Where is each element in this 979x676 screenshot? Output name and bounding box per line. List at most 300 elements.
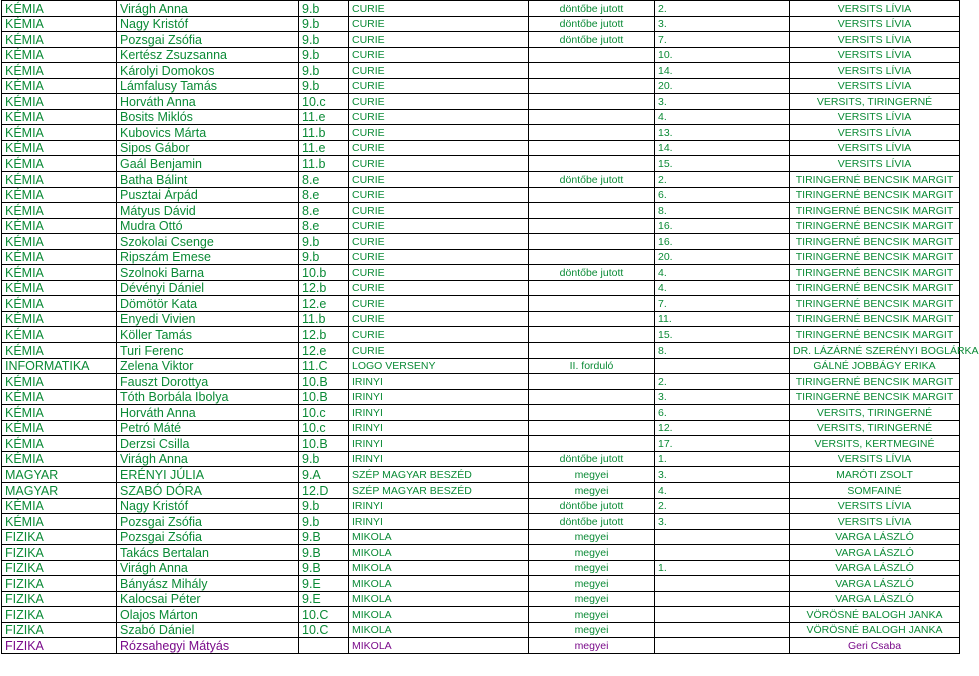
subject-cell: KÉMIA [2,32,117,48]
competition-cell: CURIE [349,125,529,141]
competition-cell: CURIE [349,140,529,156]
table-row [2,94,960,110]
competition-cell: MIKOLA [349,622,529,638]
teacher-cell: TIRINGERNÉ BENCSIK MARGIT [790,203,960,219]
teacher-cell: SOMFAINÉ [790,482,960,498]
note-cell [529,327,655,343]
place-cell: 14. [655,63,790,79]
student-name-cell: Szolnoki Barna [117,265,299,281]
table-row [2,576,960,592]
note-cell: döntőbe jutott [529,1,655,17]
table-row [2,514,960,530]
class-cell: 8.e [299,187,349,203]
student-name-cell: Enyedi Vivien [117,311,299,327]
table-row [2,47,960,63]
place-cell [655,622,790,638]
student-name-cell: Horváth Anna [117,94,299,110]
teacher-cell: TIRINGERNÉ BENCSIK MARGIT [790,218,960,234]
teacher-cell: TIRINGERNÉ BENCSIK MARGIT [790,172,960,188]
student-name-cell: Lámfalusy Tamás [117,78,299,94]
class-cell: 10.B [299,436,349,452]
subject-cell: KÉMIA [2,374,117,390]
class-cell: 11.b [299,311,349,327]
table-row [2,327,960,343]
note-cell [529,420,655,436]
table-row [2,451,960,467]
competition-cell: MIKOLA [349,607,529,623]
table-row [2,436,960,452]
place-cell: 1. [655,451,790,467]
teacher-cell: TIRINGERNÉ BENCSIK MARGIT [790,265,960,281]
teacher-cell: VERSITS LÍVIA [790,156,960,172]
note-cell [529,343,655,359]
class-cell: 9.b [299,1,349,17]
class-cell: 11.e [299,140,349,156]
subject-cell: KÉMIA [2,514,117,530]
subject-cell: KÉMIA [2,125,117,141]
subject-cell: KÉMIA [2,405,117,421]
teacher-cell: TIRINGERNÉ BENCSIK MARGIT [790,327,960,343]
subject-cell: KÉMIA [2,203,117,219]
subject-cell: KÉMIA [2,187,117,203]
subject-cell: KÉMIA [2,498,117,514]
competition-cell: CURIE [349,296,529,312]
class-cell: 9.b [299,234,349,250]
student-name-cell: Kubovics Márta [117,125,299,141]
class-cell: 9.b [299,498,349,514]
place-cell: 15. [655,327,790,343]
teacher-cell: VERSITS LÍVIA [790,78,960,94]
place-cell: 4. [655,482,790,498]
table-row [2,187,960,203]
student-name-cell: Tóth Borbála Ibolya [117,389,299,405]
note-cell [529,94,655,110]
table-row [2,203,960,219]
competition-cell: CURIE [349,234,529,250]
teacher-cell: TIRINGERNÉ BENCSIK MARGIT [790,296,960,312]
teacher-cell: MARÓTI ZSOLT [790,467,960,483]
subject-cell: FIZIKA [2,529,117,545]
table-row [2,32,960,48]
note-cell: megyei [529,482,655,498]
table-row [2,63,960,79]
student-name-cell: Gaál Benjamin [117,156,299,172]
table-row [2,498,960,514]
competition-cell: CURIE [349,16,529,32]
student-name-cell: Fauszt Dorottya [117,374,299,390]
note-cell [529,405,655,421]
class-cell: 9.E [299,591,349,607]
class-cell: 9.B [299,545,349,561]
teacher-cell: VERSITS LÍVIA [790,451,960,467]
table-row [2,405,960,421]
place-cell: 13. [655,125,790,141]
class-cell: 10.c [299,420,349,436]
teacher-cell: VERSITS LÍVIA [790,140,960,156]
table-row [2,374,960,390]
note-cell: megyei [529,638,655,654]
teacher-cell: Geri Csaba [790,638,960,654]
subject-cell: KÉMIA [2,280,117,296]
class-cell: 9.B [299,560,349,576]
table-row [2,607,960,623]
class-cell: 9.b [299,47,349,63]
subject-cell: KÉMIA [2,265,117,281]
teacher-cell: VERSITS LÍVIA [790,514,960,530]
competition-cell: CURIE [349,78,529,94]
place-cell: 8. [655,343,790,359]
competition-cell: CURIE [349,327,529,343]
table-row [2,16,960,32]
student-name-cell: Pozsgai Zsófia [117,32,299,48]
note-cell [529,296,655,312]
student-name-cell: Derzsi Csilla [117,436,299,452]
student-name-cell: Bosits Miklós [117,109,299,125]
note-cell [529,218,655,234]
teacher-cell: TIRINGERNÉ BENCSIK MARGIT [790,249,960,265]
place-cell: 6. [655,405,790,421]
subject-cell: KÉMIA [2,296,117,312]
teacher-cell: TIRINGERNÉ BENCSIK MARGIT [790,311,960,327]
class-cell: 10.C [299,622,349,638]
table-row [2,389,960,405]
competition-cell: MIKOLA [349,560,529,576]
competition-cell: CURIE [349,172,529,188]
teacher-cell: TIRINGERNÉ BENCSIK MARGIT [790,280,960,296]
teacher-cell: VERSITS LÍVIA [790,47,960,63]
note-cell [529,78,655,94]
class-cell: 12.e [299,343,349,359]
place-cell: 3. [655,389,790,405]
teacher-cell: VERSITS LÍVIA [790,63,960,79]
competition-cell: IRINYI [349,436,529,452]
competition-cell: MIKOLA [349,638,529,654]
competition-cell: MIKOLA [349,576,529,592]
note-cell [529,249,655,265]
competition-cell: CURIE [349,187,529,203]
class-cell: 9.b [299,78,349,94]
class-cell: 11.C [299,358,349,374]
student-name-cell: Szokolai Csenge [117,234,299,250]
note-cell [529,156,655,172]
note-cell [529,63,655,79]
note-cell: megyei [529,560,655,576]
subject-cell: KÉMIA [2,47,117,63]
place-cell [655,607,790,623]
competition-cell: LOGO VERSENY [349,358,529,374]
teacher-cell: VERSITS, TIRINGERNÉ [790,405,960,421]
competition-cell: MIKOLA [349,545,529,561]
subject-cell: FIZIKA [2,545,117,561]
table-row [2,622,960,638]
subject-cell: KÉMIA [2,436,117,452]
place-cell: 16. [655,234,790,250]
results-table-body [2,1,979,654]
place-cell: 20. [655,249,790,265]
table-row [2,1,960,17]
note-cell [529,203,655,219]
competition-cell: SZÉP MAGYAR BESZÉD [349,467,529,483]
place-cell: 2. [655,498,790,514]
note-cell: döntőbe jutott [529,16,655,32]
student-name-cell: Károlyi Domokos [117,63,299,79]
table-row [2,482,960,498]
student-name-cell: Ripszám Emese [117,249,299,265]
class-cell: 11.e [299,109,349,125]
table-row [2,529,960,545]
note-cell [529,436,655,452]
teacher-cell: TIRINGERNÉ BENCSIK MARGIT [790,374,960,390]
teacher-cell: VERSITS LÍVIA [790,109,960,125]
teacher-cell: VARGA LÁSZLÓ [790,591,960,607]
subject-cell: KÉMIA [2,420,117,436]
class-cell: 9.b [299,32,349,48]
teacher-cell: VERSITS, KERTMEGINÉ [790,436,960,452]
place-cell: 7. [655,296,790,312]
table-row [2,172,960,188]
note-cell: döntőbe jutott [529,32,655,48]
student-name-cell: ERÉNYI JÚLIA [117,467,299,483]
table-row [2,343,960,359]
student-name-cell: Köller Tamás [117,327,299,343]
table-row [2,265,960,281]
table-row [2,311,960,327]
competition-cell: CURIE [349,94,529,110]
subject-cell: KÉMIA [2,172,117,188]
subject-cell: KÉMIA [2,218,117,234]
place-cell: 4. [655,280,790,296]
student-name-cell: Mátyus Dávid [117,203,299,219]
class-cell: 12.b [299,280,349,296]
class-cell: 12.e [299,296,349,312]
note-cell: II. forduló [529,358,655,374]
place-cell: 8. [655,203,790,219]
note-cell: döntőbe jutott [529,451,655,467]
teacher-cell: VARGA LÁSZLÓ [790,576,960,592]
teacher-cell: VÖRÖSNÉ BALOGH JANKA [790,622,960,638]
class-cell: 12.D [299,482,349,498]
place-cell [655,529,790,545]
teacher-cell: VERSITS LÍVIA [790,125,960,141]
subject-cell: FIZIKA [2,576,117,592]
student-name-cell: Kertész Zsuzsanna [117,47,299,63]
note-cell [529,234,655,250]
student-name-cell: Virágh Anna [117,1,299,17]
student-name-cell: Batha Bálint [117,172,299,188]
class-cell: 11.b [299,125,349,141]
note-cell: döntőbe jutott [529,498,655,514]
note-cell: megyei [529,576,655,592]
table-row [2,125,960,141]
note-cell [529,374,655,390]
subject-cell: FIZIKA [2,622,117,638]
teacher-cell: TIRINGERNÉ BENCSIK MARGIT [790,389,960,405]
place-cell: 2. [655,374,790,390]
subject-cell: INFORMATIKA [2,358,117,374]
competition-cell: CURIE [349,156,529,172]
competition-cell: CURIE [349,1,529,17]
table-row [2,296,960,312]
competition-cell: IRINYI [349,374,529,390]
student-name-cell: Virágh Anna [117,451,299,467]
subject-cell: KÉMIA [2,1,117,17]
class-cell: 10.c [299,405,349,421]
student-name-cell: Kalocsai Péter [117,591,299,607]
note-cell [529,140,655,156]
note-cell: döntőbe jutott [529,514,655,530]
note-cell: megyei [529,529,655,545]
student-name-cell: Dömötör Kata [117,296,299,312]
place-cell: 3. [655,467,790,483]
competition-cell: MIKOLA [349,529,529,545]
subject-cell: KÉMIA [2,63,117,79]
table-row [2,420,960,436]
student-name-cell: Petró Máté [117,420,299,436]
subject-cell: FIZIKA [2,607,117,623]
place-cell: 6. [655,187,790,203]
student-name-cell: Horváth Anna [117,405,299,421]
class-cell: 9.b [299,514,349,530]
student-name-cell: Nagy Kristóf [117,16,299,32]
place-cell: 14. [655,140,790,156]
note-cell: megyei [529,622,655,638]
competition-cell: CURIE [349,203,529,219]
place-cell: 12. [655,420,790,436]
teacher-cell: VERSITS, TIRINGERNÉ [790,420,960,436]
place-cell: 4. [655,109,790,125]
table-row [2,156,960,172]
place-cell [655,545,790,561]
student-name-cell: Zelena Viktor [117,358,299,374]
table-row [2,249,960,265]
competition-cell: MIKOLA [349,591,529,607]
place-cell: 20. [655,78,790,94]
place-cell: 7. [655,32,790,48]
note-cell [529,187,655,203]
table-row [2,560,960,576]
place-cell: 4. [655,265,790,281]
subject-cell: KÉMIA [2,327,117,343]
subject-cell: KÉMIA [2,94,117,110]
subject-cell: FIZIKA [2,591,117,607]
teacher-cell: VÖRÖSNÉ BALOGH JANKA [790,607,960,623]
student-name-cell: Pozsgai Zsófia [117,514,299,530]
subject-cell: FIZIKA [2,560,117,576]
subject-cell: KÉMIA [2,389,117,405]
subject-cell: KÉMIA [2,234,117,250]
place-cell [655,358,790,374]
note-cell: döntőbe jutott [529,265,655,281]
competition-cell: IRINYI [349,389,529,405]
competition-cell: IRINYI [349,420,529,436]
competition-cell: CURIE [349,343,529,359]
place-cell: 3. [655,94,790,110]
class-cell: 9.A [299,467,349,483]
class-cell: 8.e [299,172,349,188]
class-cell: 10.B [299,374,349,390]
subject-cell: MAGYAR [2,467,117,483]
table-row [2,234,960,250]
student-name-cell: Dévényi Dániel [117,280,299,296]
teacher-cell: VARGA LÁSZLÓ [790,545,960,561]
teacher-cell: TIRINGERNÉ BENCSIK MARGIT [790,187,960,203]
student-name-cell: Rózsahegyi Mátyás [117,638,299,654]
note-cell: megyei [529,545,655,561]
teacher-cell: VERSITS LÍVIA [790,32,960,48]
class-cell: 9.b [299,451,349,467]
subject-cell: KÉMIA [2,140,117,156]
place-cell: 11. [655,311,790,327]
student-name-cell: Olajos Márton [117,607,299,623]
teacher-cell: VERSITS LÍVIA [790,16,960,32]
student-name-cell: Virágh Anna [117,560,299,576]
table-row [2,78,960,94]
place-cell: 3. [655,16,790,32]
teacher-cell: VERSITS LÍVIA [790,1,960,17]
subject-cell: KÉMIA [2,343,117,359]
competition-cell: IRINYI [349,514,529,530]
teacher-cell: VARGA LÁSZLÓ [790,529,960,545]
note-cell: döntőbe jutott [529,172,655,188]
student-name-cell: Mudra Ottó [117,218,299,234]
subject-cell: FIZIKA [2,638,117,654]
teacher-cell: VARGA LÁSZLÓ [790,560,960,576]
table-row [2,545,960,561]
place-cell: 2. [655,1,790,17]
class-cell: 8.e [299,203,349,219]
student-name-cell: Turi Ferenc [117,343,299,359]
teacher-cell: VERSITS LÍVIA [790,498,960,514]
student-name-cell: Bányász Mihály [117,576,299,592]
competition-cell: CURIE [349,47,529,63]
table-row [2,109,960,125]
place-cell: 15. [655,156,790,172]
class-cell: 11.b [299,156,349,172]
class-cell: 10.c [299,94,349,110]
place-cell [655,576,790,592]
note-cell [529,311,655,327]
class-cell [299,638,349,654]
place-cell: 10. [655,47,790,63]
class-cell: 10.b [299,265,349,281]
class-cell: 8.e [299,218,349,234]
teacher-cell: DR. LÁZÁRNÉ SZERÉNYI BOGLÁRKA [790,343,960,359]
student-name-cell: Takács Bertalan [117,545,299,561]
class-cell: 9.E [299,576,349,592]
competition-cell: IRINYI [349,498,529,514]
note-cell [529,109,655,125]
table-row [2,591,960,607]
class-cell: 10.B [299,389,349,405]
class-cell: 9.B [299,529,349,545]
place-cell [655,638,790,654]
subject-cell: KÉMIA [2,16,117,32]
class-cell: 10.C [299,607,349,623]
table-row [2,467,960,483]
competition-cell: CURIE [349,32,529,48]
subject-cell: KÉMIA [2,249,117,265]
student-name-cell: Pozsgai Zsófia [117,529,299,545]
note-cell: megyei [529,607,655,623]
student-name-cell: Pusztai Árpád [117,187,299,203]
subject-cell: KÉMIA [2,78,117,94]
note-cell [529,389,655,405]
place-cell [655,591,790,607]
student-name-cell: Nagy Kristóf [117,498,299,514]
table-row [2,140,960,156]
student-name-cell: SZABÓ DÓRA [117,482,299,498]
competition-cell: CURIE [349,218,529,234]
